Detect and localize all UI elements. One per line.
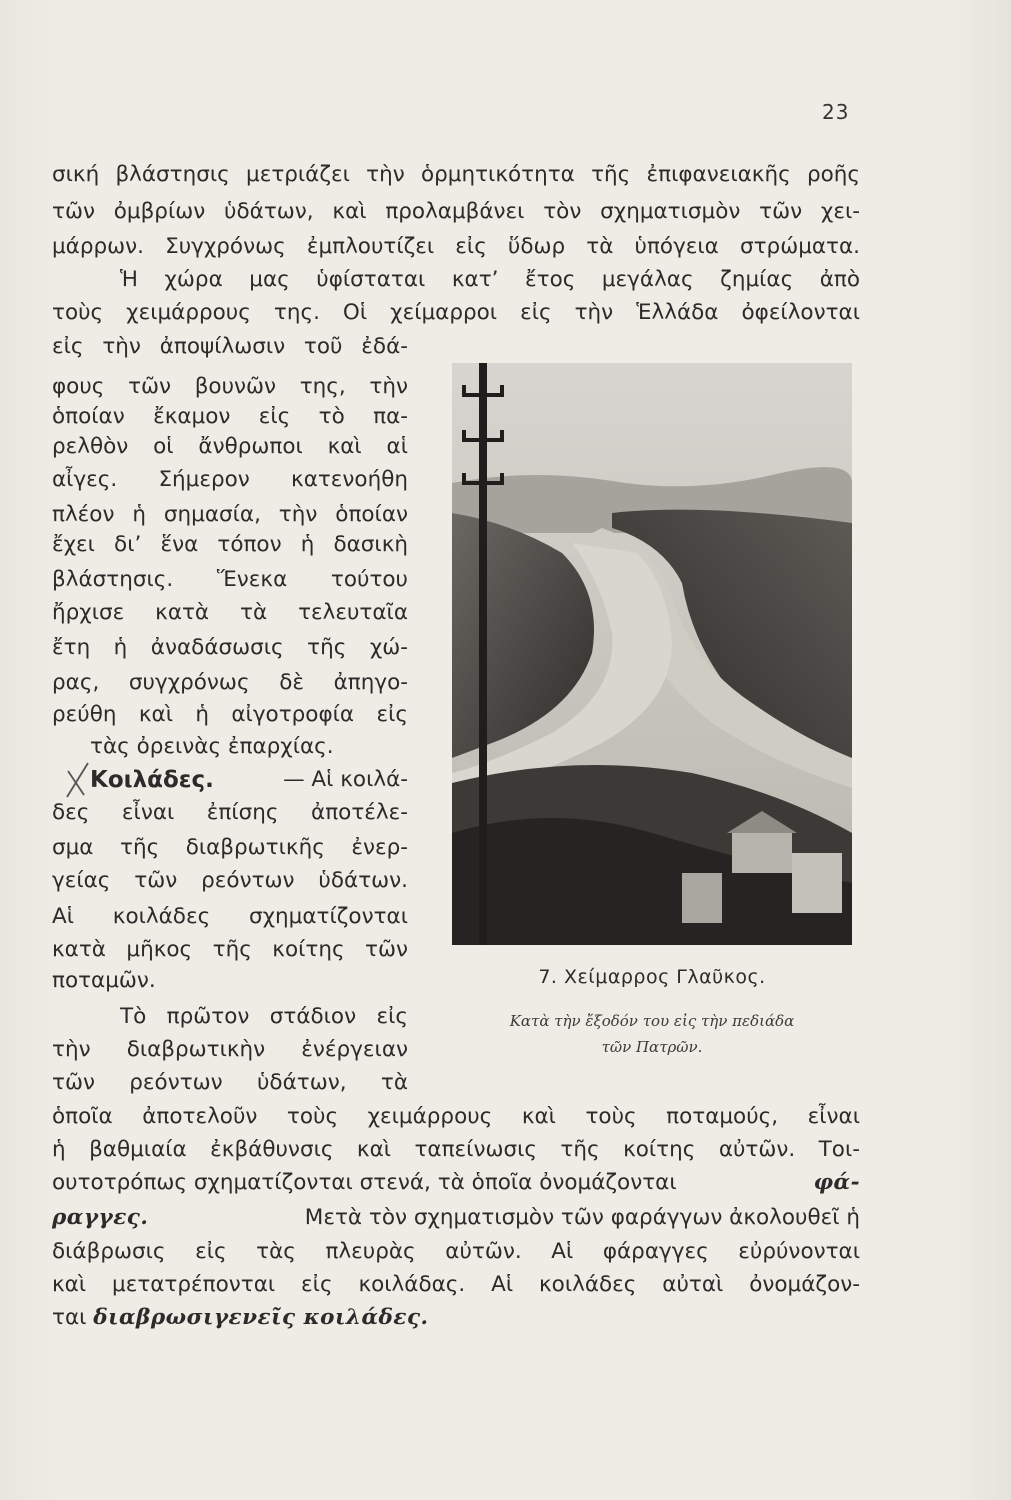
text-line: ὁποῖα ἀποτελοῦν τοὺς χειμάρρους καὶ τοὺς ποταμούς, εἶναι (52, 1104, 860, 1129)
figure-caption-title: 7. Χείμαρρος Γλαῦκος. (538, 966, 766, 988)
text-line: Τὸ πρῶτον στάδιον εἰς (120, 1004, 408, 1029)
text-line (52, 1168, 860, 1198)
text-line: Αἱ κοιλάδες σχηματίζονται (52, 904, 408, 929)
text-line (52, 1203, 860, 1233)
text-line: ρελθὸν οἱ ἄνθρωποι καὶ αἱ (52, 434, 408, 459)
text-line: ἔτη ἡ ἀναδάσωσις τῆς χώ- (52, 635, 408, 660)
term-faragges-end: ραγγες. (52, 1205, 149, 1230)
river-valley-photo-icon (452, 363, 852, 945)
text-line: σμα τῆς διαβρωτικῆς ἐνερ- (52, 835, 408, 860)
text-line: κατὰ μῆκος τῆς κοίτης τῶν (52, 937, 408, 962)
text-line: τὴν διαβρωτικὴν ἐνέργειαν (52, 1037, 408, 1062)
figure-caption-subtitle-line: Κατὰ τὴν ἔξοδόν του εἰς τὴν πεδιάδα (509, 1012, 795, 1030)
text-line: τῶν ρεόντων ὑδάτων, τὰ (52, 1070, 408, 1095)
text-line: δες εἶναι ἐπίσης ἀποτέλε- (52, 800, 408, 825)
text-line: τὰς ὀρεινὰς ἐπαρχίας. (90, 734, 334, 759)
text-line: ρεύθη καὶ ἡ αἰγοτροφία εἰς (52, 702, 408, 727)
text-line: εἰς τὴν ἀποψίλωσιν τοῦ ἐδά- (52, 334, 408, 359)
text-line: ἔχει δι’ ἕνα τόπον ἡ δασικὴ (52, 532, 408, 557)
figure-caption-subtitle-line: τῶν Πατρῶν. (601, 1038, 703, 1056)
text-line: ἤρχισε κατὰ τὰ τελευταῖα (52, 600, 408, 625)
text-line: βλάστησις. Ἕνεκα τούτου (52, 567, 408, 592)
section-heading-rest: — Αἱ κοιλά- (283, 767, 408, 792)
text-line: διάβρωσις εἰς τὰς πλευρὰς αὐτῶν. Αἱ φάραγγες εὐρύνονται (52, 1239, 860, 1264)
text-line: σική βλάστησις μετριάζει τὴν ὁρμητικότητα τῆς ἐπιφανειακῆς ροῆς (52, 162, 860, 187)
text-line: φους τῶν βουνῶν της, τὴν (52, 374, 408, 399)
section-heading: Κοιλάδες. (90, 767, 214, 793)
pencil-mark-icon (64, 757, 90, 803)
page-number: 23 (822, 100, 850, 124)
text-line: μάρρων. Συγχρόνως ἐμπλουτίζει εἰς ὕδωρ τὰ ὑπόγεια στρώματα. (52, 234, 860, 259)
text-line: τῶν ὀμβρίων ὑδάτων, καὶ προλαμβάνει τὸν σχηματισμὸν τῶν χει- (52, 199, 860, 224)
text-fragment: Μετὰ τὸν σχηματισμὸν τῶν φαράγγων ἀκολουθεῖ ἡ (304, 1205, 860, 1230)
text-fragment: ουτοτρόπως σχηματίζονται στενά, τὰ ὁποῖα ὀνομάζονται (52, 1170, 677, 1195)
river-valley-photo (452, 363, 852, 945)
text-line: γείας τῶν ρεόντων ὑδάτων. (52, 868, 408, 893)
text-line: ποταμῶν. (52, 968, 156, 993)
term-faragges: φά- (813, 1170, 860, 1195)
text-fragment: ται (52, 1305, 87, 1330)
text-line: τοὺς χειμάρρους της. Οἱ χείμαρροι εἰς τὴν Ἑλλάδα ὀφείλονται (52, 300, 860, 325)
figure-caption-subtitle (452, 1008, 852, 1060)
text-line: πλέον ἡ σημασία, τὴν ὁποίαν (52, 502, 408, 527)
term-diavrosigeneis: διαβρωσιγενεῖς κοιλάδες. (93, 1305, 429, 1330)
text-line: Ἡ χώρα μας ὑφίσταται κατ’ ἔτος μεγάλας ζημίας ἀπὸ (120, 267, 860, 292)
text-line: ὁποίαν ἔκαμον εἰς τὸ πα- (52, 404, 408, 429)
text-line: αἶγες. Σήμερον κατενοήθη (52, 467, 408, 492)
section-heading-line (90, 765, 408, 795)
text-line: ρας, συγχρόνως δὲ ἀπηγο- (52, 670, 408, 695)
text-line: ἡ βαθμιαία ἐκβάθυνσις καὶ ταπείνωσις τῆς κοίτης αὐτῶν. Τοι- (52, 1137, 860, 1162)
text-line: καὶ μετατρέπονται εἰς κοιλάδας. Αἱ κοιλάδες αὐταὶ ὀνομάζον- (52, 1272, 860, 1297)
text-line (52, 1303, 860, 1333)
